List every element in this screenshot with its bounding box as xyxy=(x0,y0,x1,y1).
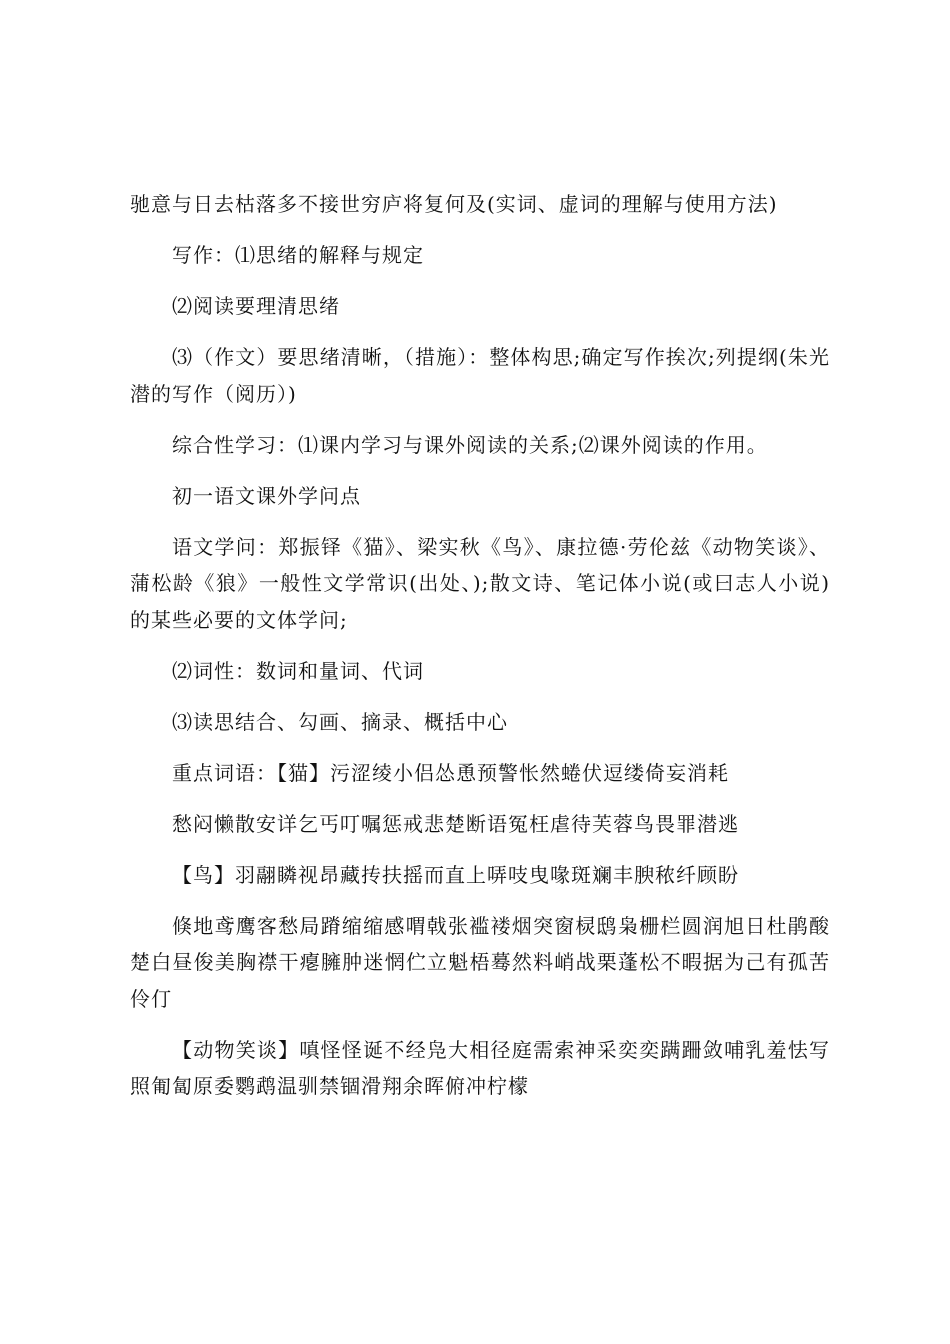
paragraph-3: ⑵阅读要理清思绪 xyxy=(172,294,340,318)
paragraph-8: ⑵词性：数词和量词、代词 xyxy=(172,658,424,683)
paragraph-11: 愁闷懒散安详乞丐叮嘱惩戒悲楚断语冤枉虐待芙蓉鸟畏罪潜逃 xyxy=(172,811,739,836)
paragraph-1: 驰意与日去枯落多不接世穷庐将复何及(实词、虚词的理解与使用方法) xyxy=(130,192,778,216)
paragraph-4: ⑶（作文）要思绪清晰，（措施）：整体构思;确定写作挨次;列提纲(朱光潜的写作（阅历）) xyxy=(130,345,830,406)
paragraph-7: 语文学问：郑振铎《猫》、梁实秋《鸟》、康拉德·劳伦兹《动物笑谈》、蒲松龄《狼》一般性文学常识(出处、);散文诗、笔记体小说(或曰志人小说)的某些必要的文体学问; xyxy=(130,534,830,632)
paragraph-13: 倏地鸢鹰客愁局蹐缩缩感喟戟张褴褛烟突窗棂鸱枭栅栏圆润旭日杜鹃酸楚白昼俊美胸襟干瘪臃肿迷惘伫立魁梧蓦然料峭战栗蓬松不暇据为己有孤苦伶仃 xyxy=(130,913,830,1011)
paragraph-5: 综合性学习：⑴课内学习与课外阅读的关系;⑵课外阅读的作用。 xyxy=(172,432,768,457)
paragraph-12: 【鸟】羽翮瞵视昂藏抟扶摇而直上哢吱曳喙斑斓丰腴秾纤顾盼 xyxy=(172,862,739,887)
section-heading: 初一语文课外学问点 xyxy=(172,483,361,508)
paragraph-14: 【动物笑谈】嗔怪怪诞不经凫大相径庭需索神采奕奕蹒跚敛哺乳羞怯写照匍匐原委鹦鹉温驯禁锢滑翔余晖俯冲柠檬 xyxy=(130,1037,830,1098)
paragraph-2: 写作：⑴思绪的解释与规定 xyxy=(172,243,424,267)
paragraph-10: 重点词语：【猫】污涩绫小侣怂恿预警怅然蜷伏逗缕倚妄消耗 xyxy=(172,760,729,785)
document-body xyxy=(130,186,830,1119)
paragraph-9: ⑶读思结合、勾画、摘录、概括中心 xyxy=(172,709,508,734)
